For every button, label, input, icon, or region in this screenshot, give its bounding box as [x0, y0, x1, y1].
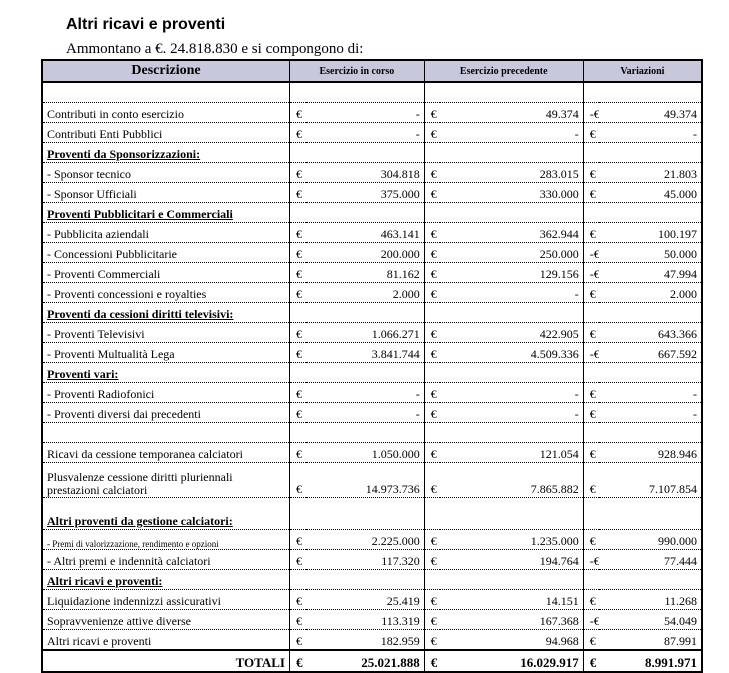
section-label: Proventi da Sponsorizzazioni: [42, 143, 289, 163]
spacer-row [42, 82, 702, 103]
euro-symbol: € [289, 610, 305, 630]
variation-prefix: € [583, 403, 599, 423]
euro-symbol: € [289, 263, 305, 283]
totals-row [42, 650, 702, 672]
euro-symbol: € [424, 550, 440, 570]
variation-prefix: € [583, 163, 599, 183]
section-label: Proventi da cessioni diritti televisivi: [42, 303, 289, 323]
value-esercizio-in-corso: 2.225.000 [306, 530, 425, 550]
row-label: - Proventi Televisivi [42, 323, 289, 343]
section-row [42, 570, 702, 590]
variation-prefix: € [583, 463, 599, 498]
euro-symbol: € [424, 183, 440, 203]
total-esercizio-precedente: 16.029.917 [440, 650, 583, 672]
header-variazioni: Variazioni [583, 60, 702, 82]
variation-prefix: -€ [583, 550, 599, 570]
euro-symbol: € [289, 630, 305, 651]
variation-prefix: -€ [583, 103, 599, 123]
value-variazione: 667.592 [599, 343, 702, 363]
table-row [42, 183, 702, 203]
value-esercizio-precedente: - [440, 283, 583, 303]
value-esercizio-precedente: 49.374 [440, 103, 583, 123]
row-label: - Proventi Commerciali [42, 263, 289, 283]
value-variazione: 87.991 [599, 630, 702, 651]
value-esercizio-in-corso: 14.973.736 [306, 463, 425, 498]
euro-symbol: € [289, 650, 305, 672]
euro-symbol: € [424, 263, 440, 283]
value-variazione: 7.107.854 [599, 463, 702, 498]
section-label: Altri ricavi e proventi: [42, 570, 289, 590]
variation-prefix: € [583, 283, 599, 303]
value-variazione: 77.444 [599, 550, 702, 570]
value-esercizio-precedente: 94.968 [440, 630, 583, 651]
section-row [42, 203, 702, 223]
euro-symbol: € [289, 343, 305, 363]
value-esercizio-in-corso: - [306, 383, 425, 403]
value-variazione: 21.803 [599, 163, 702, 183]
row-label: - Proventi Radiofonici [42, 383, 289, 403]
table-row [42, 383, 702, 403]
value-variazione: 100.197 [599, 223, 702, 243]
value-esercizio-in-corso: 25.419 [306, 590, 425, 610]
totals-label: TOTALI [42, 650, 289, 672]
row-label: Plusvalenze cessione diritti pluriennali prestazioni calciatori [42, 463, 289, 498]
value-esercizio-in-corso: 3.841.744 [306, 343, 425, 363]
value-esercizio-precedente: - [440, 123, 583, 143]
variation-prefix: -€ [583, 243, 599, 263]
euro-symbol: € [424, 243, 440, 263]
spacer-row [42, 423, 702, 443]
value-esercizio-in-corso: - [306, 123, 425, 143]
row-label: Altri ricavi e proventi [42, 630, 289, 651]
value-esercizio-in-corso: 304.818 [306, 163, 425, 183]
table-row [42, 610, 702, 630]
section-label: Altri proventi da gestione calciatori: [42, 510, 289, 530]
section-row [42, 143, 702, 163]
euro-symbol: € [424, 283, 440, 303]
value-esercizio-in-corso: 182.959 [306, 630, 425, 651]
value-esercizio-precedente: 14.151 [440, 590, 583, 610]
table-row [42, 243, 702, 263]
value-esercizio-precedente: 283.015 [440, 163, 583, 183]
table-row [42, 550, 702, 570]
section-title: Altri ricavi e proventi [66, 16, 226, 33]
value-variazione: 49.374 [599, 103, 702, 123]
total-variazione: 8.991.971 [599, 650, 702, 672]
variation-prefix: € [583, 223, 599, 243]
row-label: - Proventi diversi dai precedenti [42, 403, 289, 423]
variation-prefix: € [583, 530, 599, 550]
value-esercizio-precedente: 7.865.882 [440, 463, 583, 498]
variation-prefix: € [583, 183, 599, 203]
value-esercizio-in-corso: 1.066.271 [306, 323, 425, 343]
row-label: Sopravvenienze attive diverse [42, 610, 289, 630]
euro-symbol: € [289, 463, 305, 498]
row-label: - Pubblicita aziendali [42, 223, 289, 243]
value-esercizio-in-corso: 117.320 [306, 550, 425, 570]
euro-symbol: € [424, 403, 440, 423]
header-descrizione: Descrizione [42, 60, 289, 82]
table-row [42, 443, 702, 463]
table-header-row [42, 60, 702, 82]
row-label: - Premi di valorizzazione, rendimento e opzioni [42, 530, 289, 550]
value-variazione: - [599, 403, 702, 423]
value-esercizio-in-corso: 81.162 [306, 263, 425, 283]
value-esercizio-precedente: - [440, 383, 583, 403]
value-esercizio-precedente: - [440, 403, 583, 423]
table-row [42, 590, 702, 610]
euro-symbol: € [289, 530, 305, 550]
variation-prefix: -€ [583, 263, 599, 283]
euro-symbol: € [424, 343, 440, 363]
variation-prefix: € [583, 383, 599, 403]
table-row [42, 163, 702, 183]
value-esercizio-precedente: 422.905 [440, 323, 583, 343]
euro-symbol: € [289, 550, 305, 570]
variation-prefix: -€ [583, 610, 599, 630]
value-esercizio-precedente: 330.000 [440, 183, 583, 203]
euro-symbol: € [424, 530, 440, 550]
value-variazione: 11.268 [599, 590, 702, 610]
euro-symbol: € [289, 163, 305, 183]
value-variazione: - [599, 123, 702, 143]
euro-symbol: € [424, 650, 440, 672]
value-esercizio-precedente: 194.764 [440, 550, 583, 570]
row-label: - Altri premi e indennità calciatori [42, 550, 289, 570]
euro-symbol: € [289, 590, 305, 610]
spacer-row [42, 498, 702, 511]
section-label: Proventi Pubblicitari e Commerciali [42, 203, 289, 223]
euro-symbol: € [424, 463, 440, 498]
variation-prefix: € [583, 323, 599, 343]
value-variazione: 2.000 [599, 283, 702, 303]
value-esercizio-precedente: 362.944 [440, 223, 583, 243]
total-esercizio-in-corso: 25.021.888 [306, 650, 425, 672]
table-row [42, 263, 702, 283]
table-row [42, 283, 702, 303]
row-label: - Proventi concessioni e royalties [42, 283, 289, 303]
table-row [42, 403, 702, 423]
value-variazione: 928.946 [599, 443, 702, 463]
euro-symbol: € [289, 443, 305, 463]
row-label: - Sponsor Ufficiali [42, 183, 289, 203]
table-row [42, 223, 702, 243]
euro-symbol: € [289, 223, 305, 243]
value-variazione: 45.000 [599, 183, 702, 203]
euro-symbol: € [424, 443, 440, 463]
table-row [42, 123, 702, 143]
table-row [42, 630, 702, 651]
row-label: Liquidazione indennizzi assicurativi [42, 590, 289, 610]
value-variazione: 50.000 [599, 243, 702, 263]
row-label: - Proventi Multualità Lega [42, 343, 289, 363]
value-esercizio-precedente: 167.368 [440, 610, 583, 630]
revenue-table [41, 59, 703, 673]
value-variazione: 54.049 [599, 610, 702, 630]
table-row [42, 463, 702, 498]
value-esercizio-precedente: 129.156 [440, 263, 583, 283]
variation-prefix: € [583, 443, 599, 463]
variation-prefix: € [583, 650, 599, 672]
header-esercizio-precedente: Esercizio precedente [424, 60, 583, 82]
section-subtitle: Ammontano a €. 24.818.830 e si compongono di: [66, 41, 364, 57]
value-esercizio-in-corso: - [306, 103, 425, 123]
euro-symbol: € [424, 103, 440, 123]
variation-prefix: € [583, 630, 599, 651]
euro-symbol: € [289, 243, 305, 263]
value-esercizio-precedente: 4.509.336 [440, 343, 583, 363]
section-row [42, 303, 702, 323]
table-row [42, 343, 702, 363]
value-esercizio-in-corso: 375.000 [306, 183, 425, 203]
euro-symbol: € [289, 283, 305, 303]
row-label: Ricavi da cessione temporanea calciatori [42, 443, 289, 463]
row-label: Contributi in conto esercizio [42, 103, 289, 123]
row-label: - Concessioni Pubblicitarie [42, 243, 289, 263]
value-esercizio-in-corso: - [306, 403, 425, 423]
value-variazione: - [599, 383, 702, 403]
section-row [42, 363, 702, 383]
value-variazione: 643.366 [599, 323, 702, 343]
variation-prefix: € [583, 123, 599, 143]
euro-symbol: € [289, 323, 305, 343]
value-esercizio-precedente: 1.235.000 [440, 530, 583, 550]
euro-symbol: € [424, 383, 440, 403]
row-label: Contributi Enti Pubblici [42, 123, 289, 143]
euro-symbol: € [424, 123, 440, 143]
euro-symbol: € [289, 403, 305, 423]
section-row [42, 510, 702, 530]
table-row [42, 103, 702, 123]
euro-symbol: € [289, 183, 305, 203]
euro-symbol: € [289, 383, 305, 403]
value-variazione: 990.000 [599, 530, 702, 550]
euro-symbol: € [289, 103, 305, 123]
value-esercizio-in-corso: 1.050.000 [306, 443, 425, 463]
value-esercizio-in-corso: 463.141 [306, 223, 425, 243]
euro-symbol: € [424, 630, 440, 651]
euro-symbol: € [424, 163, 440, 183]
euro-symbol: € [424, 323, 440, 343]
value-esercizio-in-corso: 200.000 [306, 243, 425, 263]
value-variazione: 47.994 [599, 263, 702, 283]
value-esercizio-in-corso: 2.000 [306, 283, 425, 303]
value-esercizio-in-corso: 113.319 [306, 610, 425, 630]
euro-symbol: € [424, 223, 440, 243]
euro-symbol: € [289, 123, 305, 143]
value-esercizio-precedente: 250.000 [440, 243, 583, 263]
variation-prefix: -€ [583, 343, 599, 363]
table-row [42, 323, 702, 343]
variation-prefix: € [583, 590, 599, 610]
table-row [42, 530, 702, 550]
section-label: Proventi vari: [42, 363, 289, 383]
euro-symbol: € [424, 590, 440, 610]
row-label: - Sponsor tecnico [42, 163, 289, 183]
value-esercizio-precedente: 121.054 [440, 443, 583, 463]
euro-symbol: € [424, 610, 440, 630]
header-esercizio-in-corso: Esercizio in corso [289, 60, 424, 82]
